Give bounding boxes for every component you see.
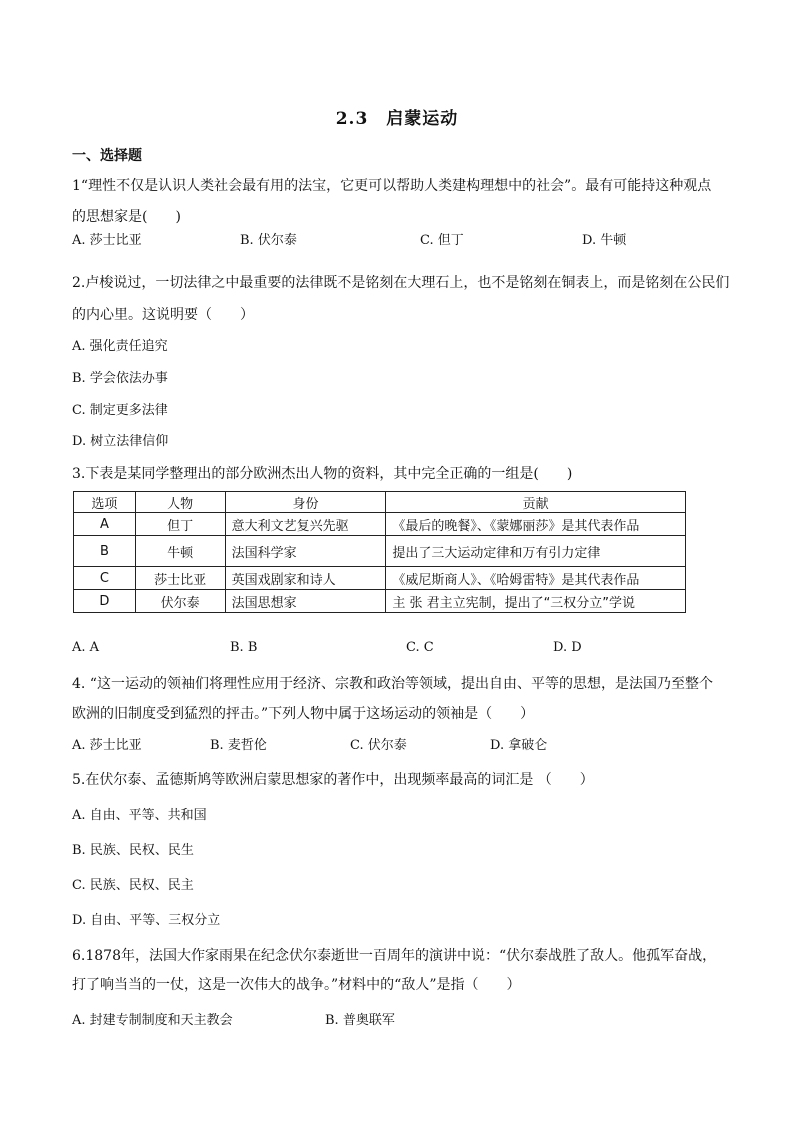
table-cell: 但丁 [135,513,225,536]
q4-option-a: A. 莎士比亚 [72,738,142,753]
q4-stem-line1: 4. “这一运动的领袖们将理性应用于经济、宗教和政治等领域，提出自由、平等的思想，是法国乃至整个 [72,676,713,692]
q3-stem: 3.下表是某同学整理出的部分欧洲杰出人物的资料，其中完全正确的一组是( ) [72,466,573,482]
table-row [74,567,686,590]
q3-option-c: C. C [406,640,434,655]
table-cell: B [74,536,136,567]
q6-stem-line1: 6.1878年，法国大作家雨果在纪念伏尔泰逝世一百周年的演讲中说：“伏尔泰战胜了敌人。他孤军奋战， [72,948,717,964]
q1-option-d: D. 牛顿 [582,233,627,248]
page-title: 2.3 启蒙运动 [335,109,459,129]
table-cell: 主 张 君主立宪制，提出了“三权分立”学说 [386,590,686,613]
table-row [74,590,686,613]
q4-stem-line2: 欧洲的旧制度受到猛烈的抨击。”下列人物中属于这场运动的领袖是（ ） [72,706,535,722]
table-cell: A [74,513,136,536]
q2-option-c: C. 制定更多法律 [72,403,168,418]
q1-stem-line1: 1“理性不仅是认识人类社会最有用的法宝，它更可以帮助人类建构理想中的社会”。最有可能持这种观点 [72,178,712,194]
table-cell: 提出了三大运动定律和万有引力定律 [386,536,686,567]
q2-option-a: A. 强化责任追究 [72,339,168,354]
table-cell: 法国思想家 [225,590,386,613]
table-cell: 《最后的晚餐》、《蒙娜丽莎》是其代表作品 [386,513,686,536]
section-heading: 一、选择题 [72,148,142,164]
q1-stem-line2: 的思想家是( ) [72,209,181,225]
q4-option-d: D. 拿破仑 [490,738,548,753]
table-row [74,513,686,536]
table-cell: 法国科学家 [225,536,386,567]
table-cell: D [74,590,136,613]
q2-option-b: B. 学会依法办事 [72,371,168,386]
q5-stem: 5.在伏尔泰、孟德斯鸠等欧洲启蒙思想家的著作中，出现频率最高的词汇是 （ ） [72,772,594,788]
table-cell: 意大利文艺复兴先驱 [225,513,386,536]
q2-option-d: D. 树立法律信仰 [72,434,169,449]
q6-option-a: A. 封建专制制度和天主教会 [72,1013,233,1028]
q1-option-b: B. 伏尔泰 [240,233,297,248]
table-header-cell: 贡献 [386,492,686,513]
q5-option-d: D. 自由、平等、三权分立 [72,913,221,928]
q2-stem-line2: 的内心里。这说明要（ ） [72,307,254,323]
table-header-cell: 身份 [225,492,386,513]
q4-option-c: C. 伏尔泰 [350,738,407,753]
table-row [74,536,686,567]
q6-option-b: B. 普奥联军 [325,1013,395,1028]
q5-option-b: B. 民族、民权、民生 [72,843,194,858]
q3-option-a: A. A [72,640,100,655]
table-header-cell: 选项 [74,492,136,513]
q5-option-a: A. 自由、平等、共和国 [72,808,207,823]
table-cell: C [74,567,136,590]
table-cell: 莎士比亚 [135,567,225,590]
q3-table [73,491,686,613]
table-header-cell: 人物 [135,492,225,513]
q2-stem-line1: 2.卢梭说过，一切法律之中最重要的法律既不是铭刻在大理石上，也不是铭刻在铜表上，而是铭刻在公民们 [72,275,730,291]
table-cell: 牛顿 [135,536,225,567]
q5-option-c: C. 民族、民权、民主 [72,878,194,893]
q3-option-d: D. D [553,640,582,655]
q3-option-b: B. B [230,640,258,655]
table-header-row [74,492,686,513]
q4-option-b: B. 麦哲伦 [210,738,267,753]
q6-stem-line2: 打了响当当的一仗，这是一次伟大的战争。”材料中的“敌人”是指（ ） [72,977,521,993]
table-cell: 英国戏剧家和诗人 [225,567,386,590]
q1-option-a: A. 莎士比亚 [72,233,142,248]
table-cell: 《威尼斯商人》、《哈姆雷特》是其代表作品 [386,567,686,590]
q1-option-c: C. 但丁 [420,233,464,248]
table-cell: 伏尔泰 [135,590,225,613]
